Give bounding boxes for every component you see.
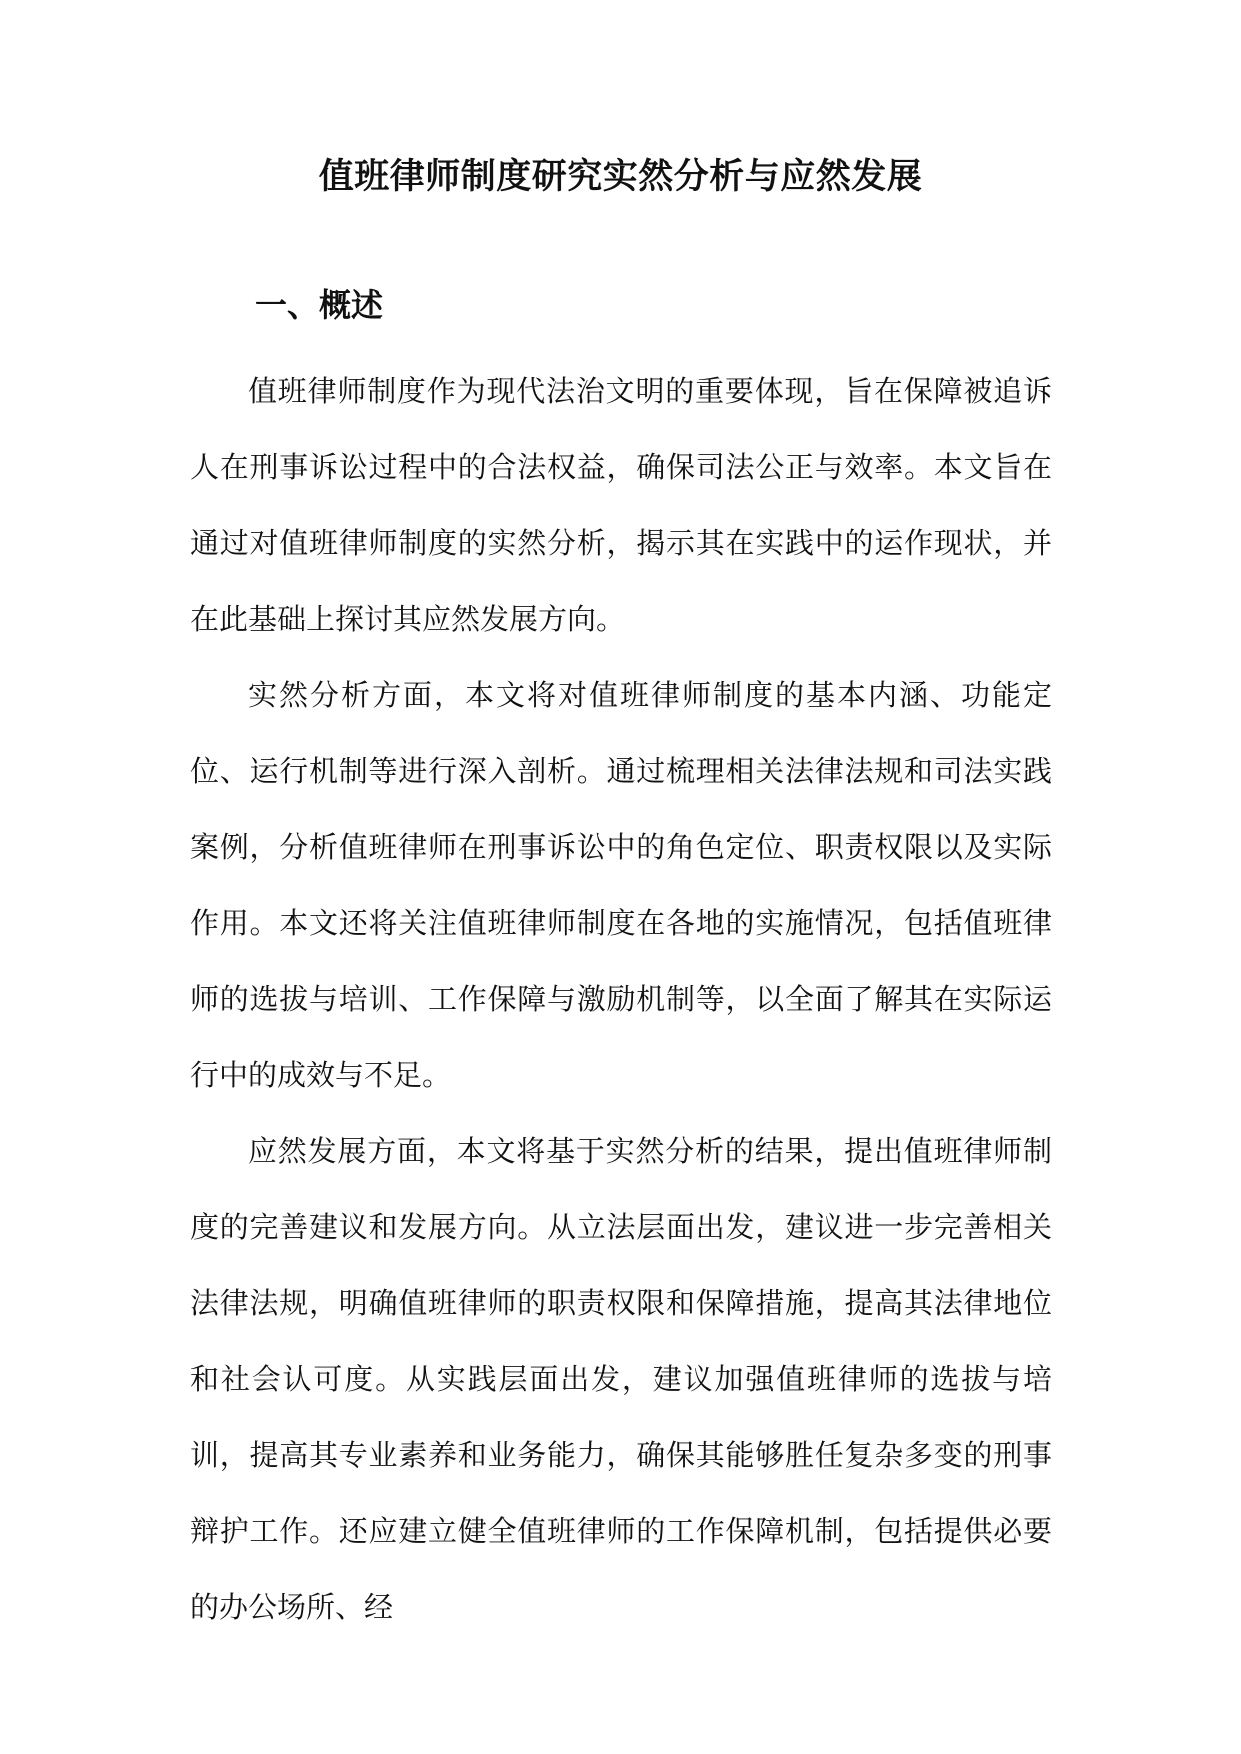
document-title: 值班律师制度研究实然分析与应然发展 — [318, 156, 923, 197]
paragraph-1: 值班律师制度作为现代法治文明的重要体现，旨在保障被追诉人在刑事诉讼过程中的合法权益，确保司法公正与效率。本文旨在通过对值班律师制度的实然分析，揭示其在实践中的运作现状，并在此基础上探讨其应然发展方向。 — [190, 374, 1052, 636]
paragraph-3: 应然发展方面，本文将基于实然分析的结果，提出值班律师制度的完善建议和发展方向。从立法层面出发，建议进一步完善相关法律法规，明确值班律师的职责权限和保障措施，提高其法律地位和社会认可度。从实践层面出发，建议加强值班律师的选拔与培训，提高其专业素养和业务能力，确保其能够胜任复杂多变的刑事辩护工作。还应建立健全值班律师的工作保障机制，包括提供必要的办公场所、经 — [190, 1134, 1052, 1624]
section-heading: 一、概述 — [255, 286, 384, 324]
paragraph-2: 实然分析方面，本文将对值班律师制度的基本内涵、功能定位、运行机制等进行深入剖析。通过梳理相关法律法规和司法实践案例，分析值班律师在刑事诉讼中的角色定位、职责权限以及实际作用。本文还将关注值班律师制度在各地的实施情况，包括值班律师的选拔与培训、工作保障与激励机制等，以全面了解其在实际运行中的成效与不足。 — [190, 678, 1052, 1092]
